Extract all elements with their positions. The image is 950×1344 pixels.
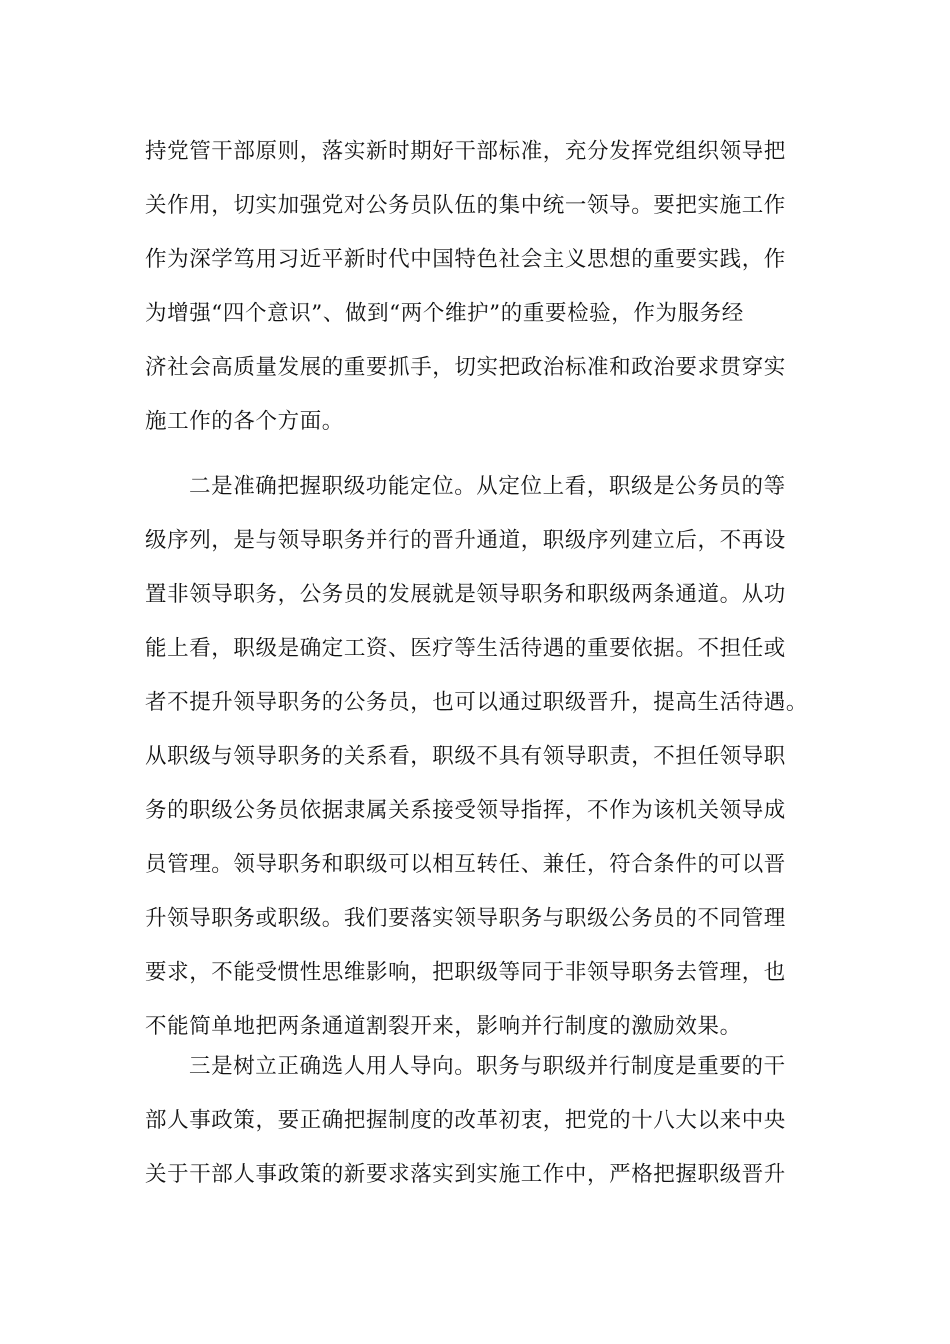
text-line: 务的职级公务员依据隶属关系接受领导指挥，不作为该机关领导成: [145, 798, 786, 823]
text-line: 济社会高质量发展的重要抓手，切实把政治标准和政治要求贯穿实: [145, 355, 786, 380]
text-line: 关于干部人事政策的新要求落实到实施工作中，严格把握职级晋升: [145, 1162, 786, 1187]
text-line: 持党管干部原则，落实新时期好干部标准，充分发挥党组织领导把: [145, 139, 786, 164]
paragraph-2: [145, 460, 815, 1054]
text-line: 不能简单地把两条通道割裂开来，影响并行制度的激励效果。: [145, 1014, 742, 1039]
text-line: 三是树立正确选人用人导向。职务与职级并行制度是重要的干: [189, 1054, 786, 1079]
text-line: 级序列，是与领导职务并行的晋升通道，职级序列建立后，不再设: [145, 528, 786, 553]
text-line: 升领导职务或职级。我们要落实领导职务与职级公务员的不同管理: [145, 906, 786, 931]
text-line: 能上看，职级是确定工资、医疗等生活待遇的重要依据。不担任或: [145, 636, 786, 661]
text-line: 施工作的各个方面。: [145, 409, 344, 434]
text-line: 员管理。领导职务和职级可以相互转任、兼任，符合条件的可以晋: [145, 852, 786, 877]
text-line: 部人事政策，要正确把握制度的改革初衷，把党的十八大以来中央: [145, 1108, 786, 1133]
text-line: 者不提升领导职务的公务员，也可以通过职级晋升，提高生活待遇。: [145, 690, 809, 715]
text-line: 从职级与领导职务的关系看，职级不具有领导职责，不担任领导职: [145, 744, 786, 769]
text-line: 关作用，切实加强党对公务员队伍的集中统一领导。要把实施工作: [145, 193, 786, 218]
text-line: 置非领导职务，公务员的发展就是领导职务和职级两条通道。从功: [145, 582, 786, 607]
text-line: 为增强“四个意识”、做到“两个维护”的重要检验，作为服务经: [145, 301, 744, 326]
text-line: 二是准确把握职级功能定位。从定位上看，职级是公务员的等: [189, 474, 786, 499]
paragraph-1: [145, 125, 815, 449]
text-line: 要求，不能受惯性思维影响，把职级等同于非领导职务去管理，也: [145, 960, 786, 985]
paragraph-3: [145, 1040, 815, 1202]
text-line: 作为深学笃用习近平新时代中国特色社会主义思想的重要实践，作: [145, 247, 786, 272]
